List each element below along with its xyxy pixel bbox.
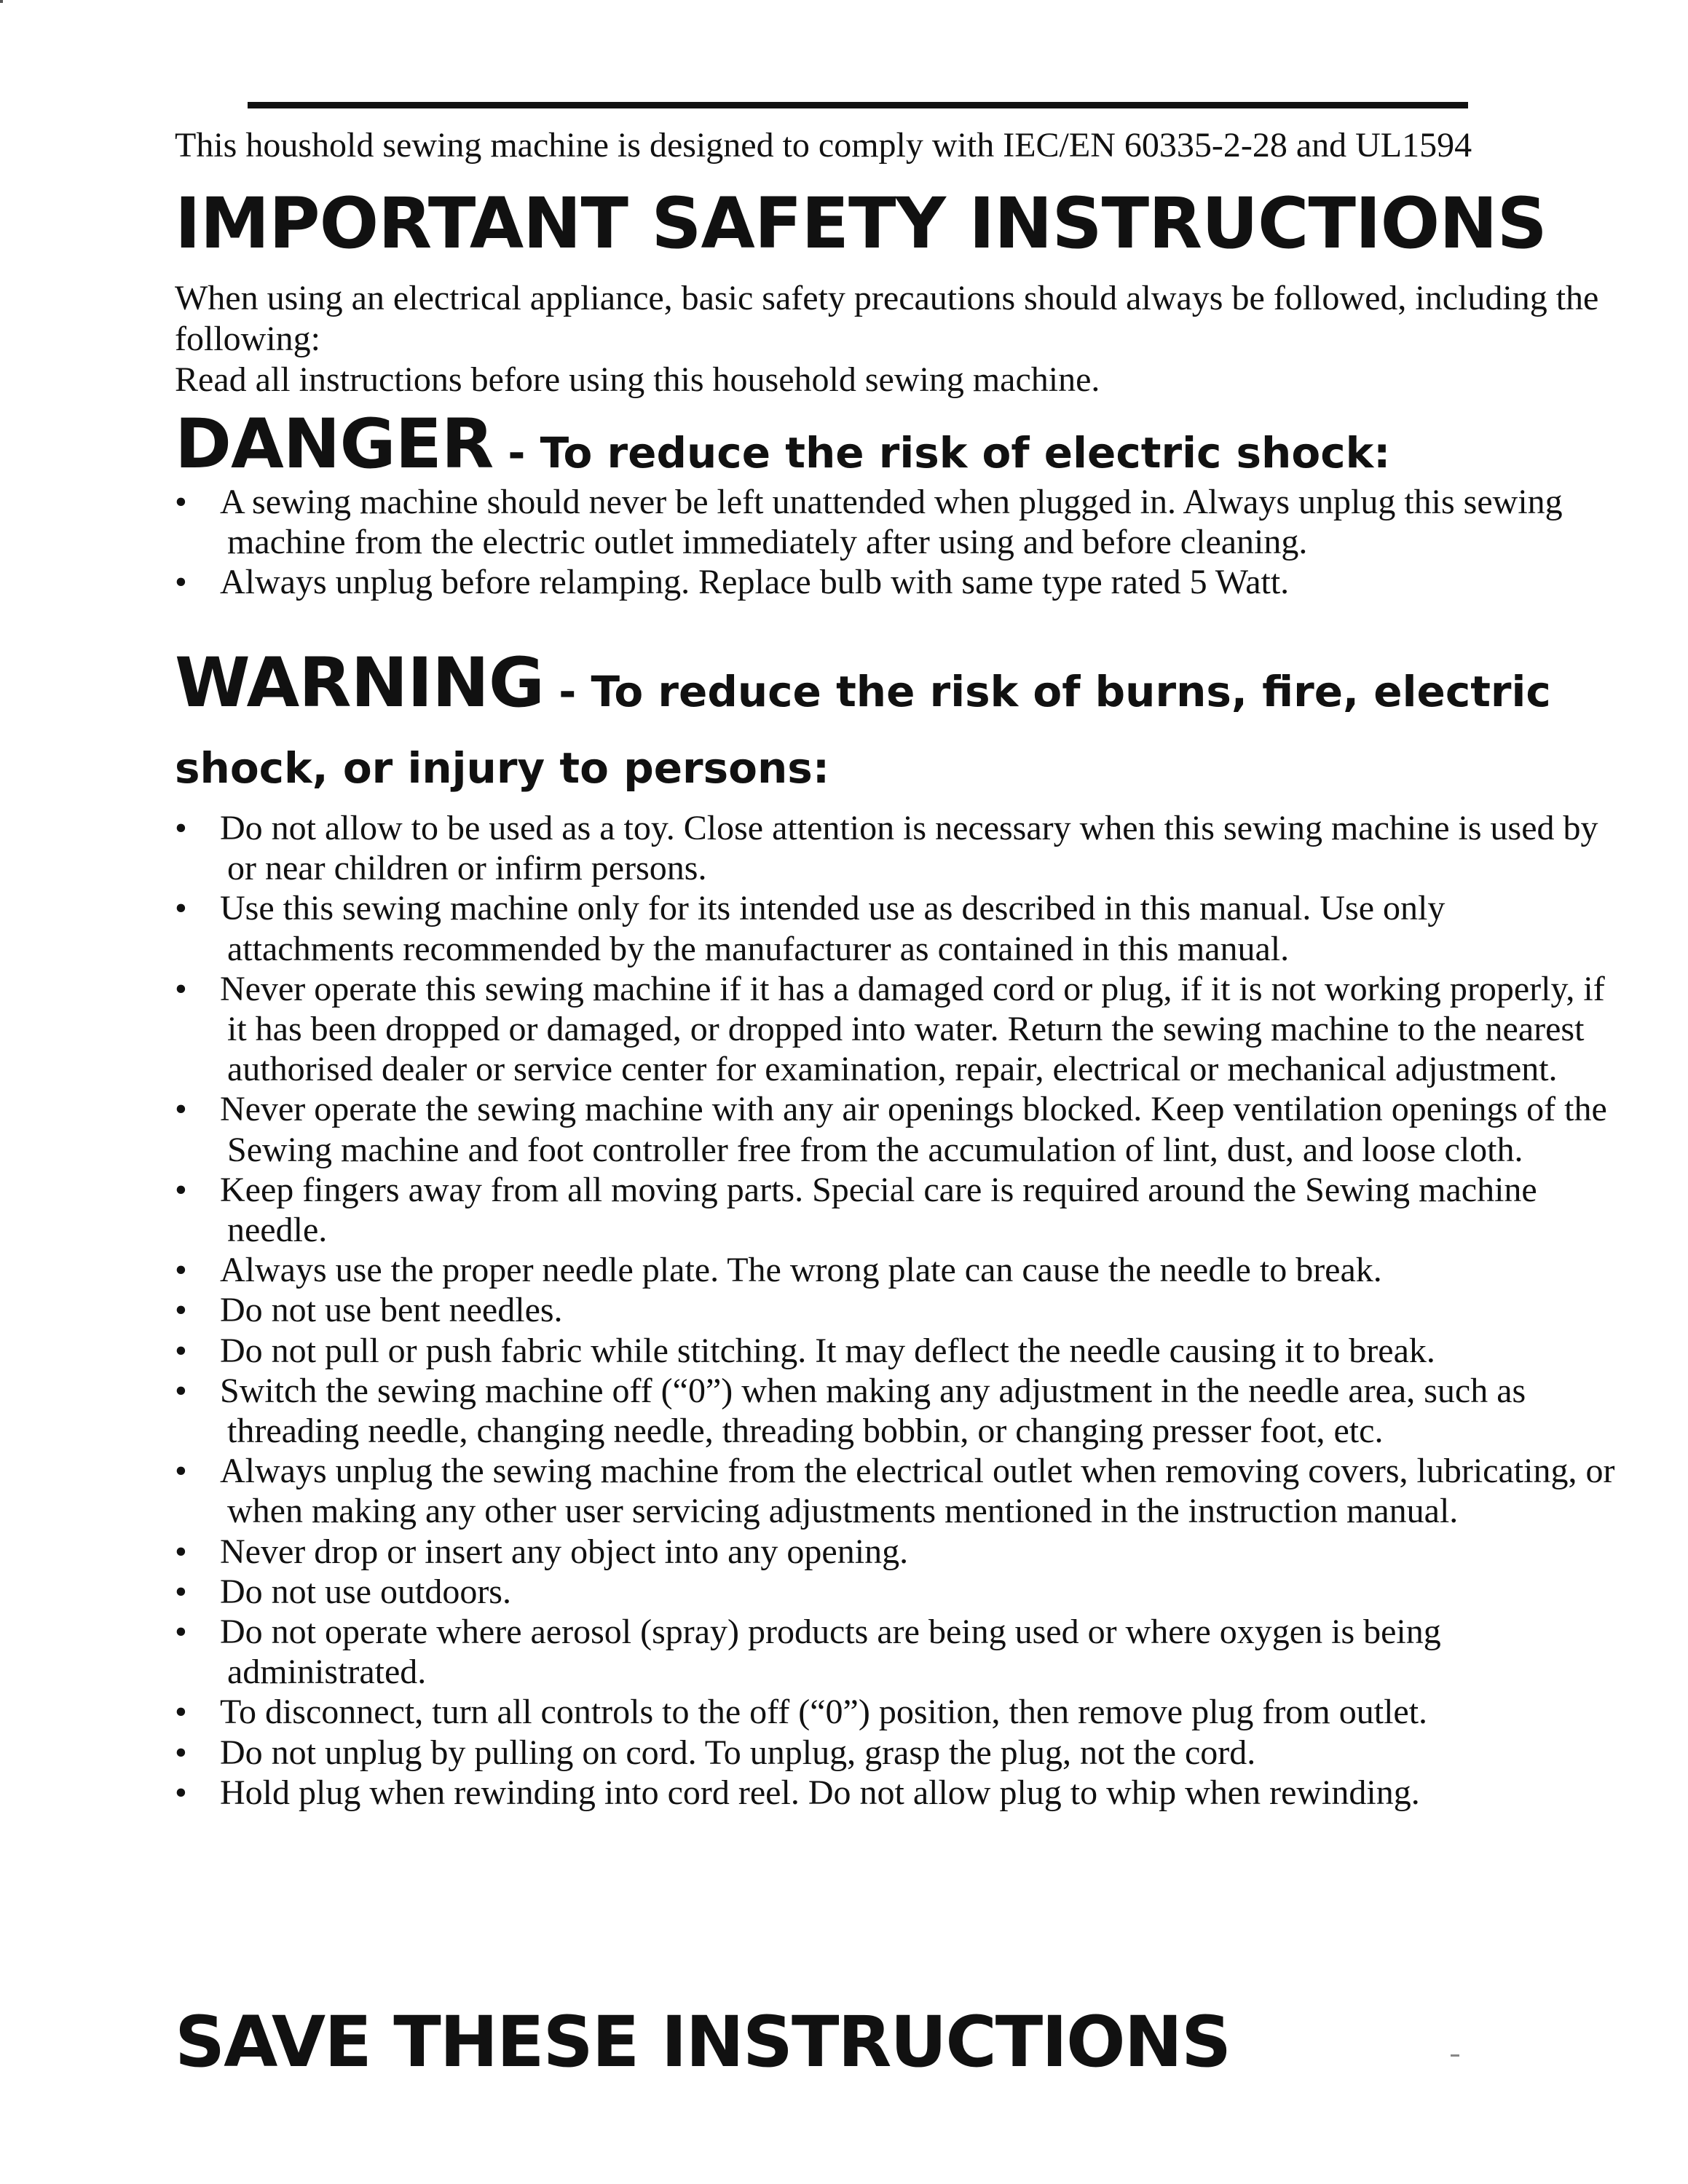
list-item: • To disconnect, turn all controls to the off (“0”) position, then remove plug from outlet. <box>175 1692 1617 1732</box>
list-item: • Hold plug when rewinding into cord reel. Do not allow plug to whip when rewinding. <box>175 1773 1617 1813</box>
list-item: • Always use the proper needle plate. The wrong plate can cause the needle to break. <box>175 1250 1617 1290</box>
corner-mark <box>0 0 3 3</box>
list-item: • Keep fingers away from all moving parts. Special care is required around the Sewing machine needle. <box>175 1170 1617 1250</box>
list-item: • Do not unplug by pulling on cord. To unplug, grasp the plug, not the cord. <box>175 1733 1617 1773</box>
warning-subtitle-line-2: shock, or injury to persons: <box>175 743 830 793</box>
list-item: • A sewing machine should never be left unattended when plugged in. Always unplug this sewing machine from the electric outlet immediately after using and before cleaning. <box>175 482 1617 562</box>
page-title: IMPORTANT SAFETY INSTRUCTIONS <box>175 183 1547 264</box>
top-rule <box>248 102 1468 108</box>
intro-line-2: Read all instructions before using this household sewing machine. <box>175 360 1100 399</box>
list-item: • Do not allow to be used as a toy. Close attention is necessary when this sewing machine is used by or near children or infirm persons. <box>175 808 1617 888</box>
intro-line-1: When using an electrical appliance, basic safety precautions should always be followed, including the following: <box>175 279 1599 358</box>
list-item: • Always unplug the sewing machine from the electrical outlet when removing covers, lubricating, or when making any other user servicing adjustments mentioned in the instruction manual. <box>175 1451 1617 1531</box>
save-instructions-footer: SAVE THESE INSTRUCTIONS <box>175 2001 1231 2083</box>
danger-subtitle: - To reduce the risk of electric shock: <box>493 428 1391 478</box>
list-item: • Use this sewing machine only for its intended use as described in this manual. Use only attachments recommended by the manufacturer as contained in this manual. <box>175 888 1617 968</box>
list-item: • Never operate this sewing machine if it has a damaged cord or plug, if it is not working properly, if it has been dropped or damaged, or dropped into water. Return the sewing machine to the nearest authorised dealer or service center for examination, repair, electrical or mechanical adjustment. <box>175 969 1617 1090</box>
warning-subtitle-line-1: - To reduce the risk of burns, fire, electric <box>544 667 1551 716</box>
warning-heading <box>175 644 1551 724</box>
warning-label: WARNING <box>175 644 545 723</box>
list-item: • Switch the sewing machine off (“0”) when making any adjustment in the needle area, such as threading needle, changing needle, threading bobbin, or changing presser foot, etc. <box>175 1371 1617 1451</box>
danger-list <box>175 482 1617 603</box>
list-item: • Never drop or insert any object into any opening. <box>175 1532 1617 1572</box>
list-item: • Always unplug before relamping. Replace bulb with same type rated 5 Watt. <box>175 562 1617 602</box>
danger-heading <box>175 405 1390 485</box>
intro-section <box>175 278 1602 400</box>
warning-list <box>175 808 1617 1813</box>
danger-label: DANGER <box>175 405 494 484</box>
list-item: • Do not operate where aerosol (spray) products are being used or where oxygen is being administrated. <box>175 1612 1617 1692</box>
list-item: • Do not use bent needles. <box>175 1290 1617 1330</box>
list-item: • Do not pull or push fabric while stitching. It may deflect the needle causing it to break. <box>175 1331 1617 1371</box>
compliance-note: This houshold sewing machine is designed to comply with IEC/EN 60335-2-28 and UL1594 <box>175 126 1472 165</box>
list-item: • Do not use outdoors. <box>175 1572 1617 1612</box>
page-mark <box>1451 2054 1459 2057</box>
list-item: • Never operate the sewing machine with any air openings blocked. Keep ventilation openings of the Sewing machine and foot controller free from the accumulation of lint, dust, and loose cloth. <box>175 1089 1617 1169</box>
